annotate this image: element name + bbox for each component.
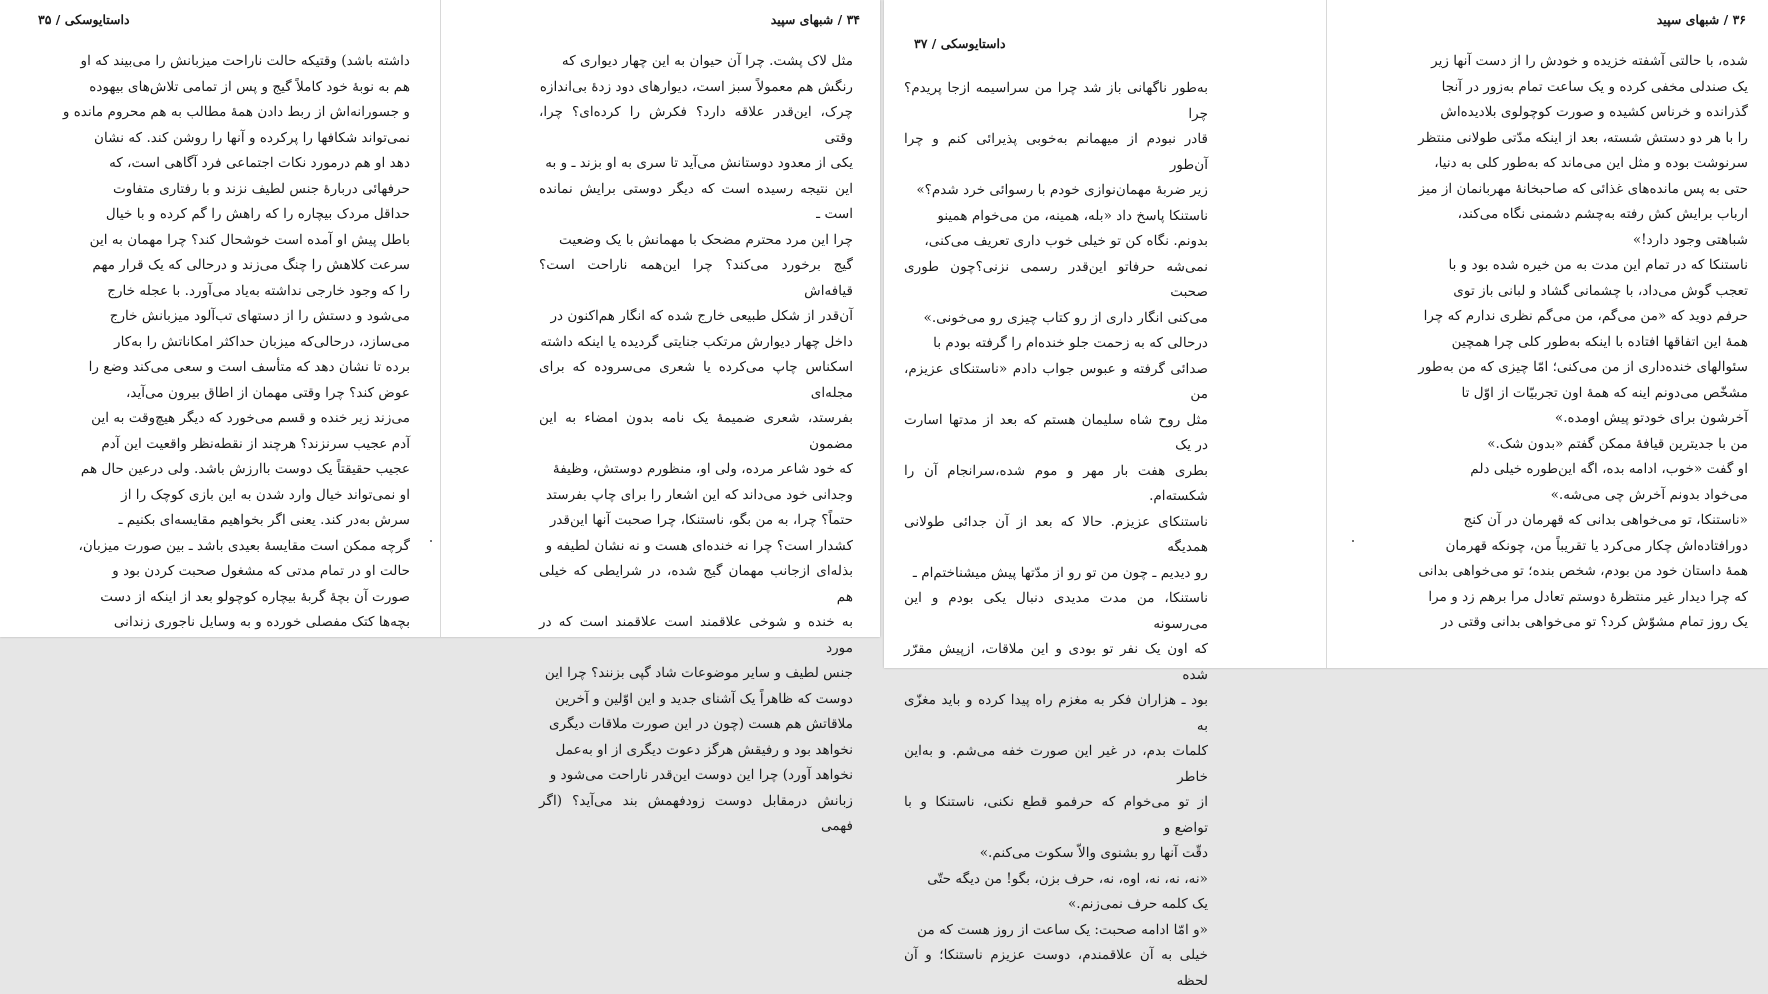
text-line: یکی از معدود دوستانش می‌آید تا سری به او بزند ـ و به bbox=[545, 155, 853, 171]
text-line: مثل روح شاه سلیمان هستم که بعد از مدتها اسارت در یک bbox=[904, 411, 1208, 453]
text-line: شده، با حالتی آشفته خزیده و خودش را از دست آنها زیر bbox=[1431, 53, 1748, 69]
text-line: داخل چهار دیوارش مرتکب جنایتی گردیده یا اینکه داشته bbox=[540, 333, 853, 350]
text-line: این نتیجه رسیده است که دیگر دوستی برایش نمانده است ـ bbox=[539, 180, 853, 222]
text-line: سرنوشت بوده و مثل این می‌ماند که به‌طور کلی به دنیا، bbox=[1434, 155, 1748, 171]
text-line: می‌زند زیر خنده و قسم می‌خورد که دیگر هیچ‌وقت به این bbox=[91, 410, 410, 426]
text-line: چرا این مرد محترم مضحک با مهمانش با یک وضعیت bbox=[559, 231, 853, 248]
text-line: که خود شاعر مرده، ولی او، منظورم دوستش، وظیفهٔ bbox=[552, 461, 853, 477]
page-body-text bbox=[539, 49, 853, 840]
text-line: گرچه ممکن است مقایسهٔ بعیدی باشد ـ بین صورت میزبان، bbox=[78, 537, 410, 554]
text-line: می‌سازد، درحالی‌که میزبان حداکثر امکاناتش را به‌کار bbox=[114, 333, 410, 350]
text-line: دوست که ظاهراً یک آشنای جدید و این اوّلین و آخرین bbox=[555, 690, 853, 707]
page-header bbox=[0, 12, 440, 30]
text-line: «و امّا ادامه صحبت: یک ساعت از روز هست که من bbox=[917, 921, 1208, 938]
text-line: حرفهائی دربارهٔ جنس لطیف نزند و با رفتاری متفاوت bbox=[113, 180, 410, 197]
text-line: حتماً؟ چرا، به من بگو، ناستنکا، چرا صحبت آنها این‌قدر bbox=[549, 512, 853, 528]
page-36 bbox=[1327, 0, 1768, 668]
text-line: یک صندلی مخفی کرده و یک ساعت تمام به‌زور در آنجا bbox=[1441, 78, 1748, 95]
text-line: قادر نبودم از میهمانم به‌خوبی پذیرائی کنم و چرا آن‌طور bbox=[904, 131, 1208, 173]
text-line: سئوالهای خنده‌داری از من می‌کنی؛ امّا چیزی که من به‌طور bbox=[1418, 359, 1748, 375]
text-line: زیر ضربهٔ مهمان‌نوازی خودم با رسوائی خرد شدم؟» bbox=[916, 182, 1208, 198]
text-line: دورافتاده‌اش چکار می‌کرد یا تقریباً من، چونکه قهرمان bbox=[1445, 537, 1748, 554]
page-header bbox=[884, 36, 1326, 54]
text-line: حداقل مردک بیچاره را که راهش را گم کرده و با خیال bbox=[105, 206, 410, 222]
text-line: ناستنکای عزیزم. حالا که بعد از آن جدائی طولانی همدیگه bbox=[904, 513, 1208, 555]
text-line: دقّت آنها رو بشنوی والاّ سکوت می‌کنم.» bbox=[979, 845, 1208, 861]
page-34 bbox=[441, 0, 880, 834]
text-line: رنگش هم معمولاً سبز است، دیوارهای دود زدهٔ بی‌اندازه bbox=[539, 78, 853, 95]
page-35 bbox=[0, 0, 440, 637]
text-line: بدونم. نگاه کن تو خیلی خوب داری تعریف می‌کنی، bbox=[924, 233, 1208, 249]
text-line: صدائی گرفته و عبوس جواب دادم «ناستنکای عزیزم، من bbox=[904, 360, 1208, 402]
text-line: دهد او هم درمورد نکات اجتماعی فرد آگاهی است، که bbox=[109, 155, 410, 171]
text-line: سرعت کلاهش را چنگ می‌زند و درحالی که یک قرار مهم bbox=[92, 257, 410, 273]
text-line: حالت او در تمام مدتی که مشغول صحبت کردن بود و bbox=[112, 563, 410, 579]
text-line: بطری هفت بار مهر و موم شده،سرانجام آن را شکسته‌ام. bbox=[904, 462, 1208, 504]
text-line: عجیب حقیقتاً یک دوست باارزش باشد. ولی درعین حال هم bbox=[80, 461, 410, 477]
text-line: ناستنکا، من مدت مدیدی دنبال یکی بودم و این می‌رسونه bbox=[904, 590, 1208, 632]
text-line: یک کلمه حرف نمی‌زنم.» bbox=[1067, 896, 1208, 912]
text-line: آدم عجیب سرنزند؟ هرچند از نقطه‌نظر واقعیت این آدم bbox=[101, 435, 410, 452]
text-line: که چرا دیدار غیر منتظرهٔ دوستم تعادل مرا برهم زد و مرا bbox=[1428, 588, 1748, 605]
text-line: ارباب برایش کش رفته به‌چشم دشمنی نگاه می‌کند، bbox=[1457, 206, 1748, 222]
text-line: برده تا نشان دهد که متأسف است و سعی می‌کند وضع را bbox=[88, 359, 410, 375]
left-page-spread bbox=[0, 0, 880, 834]
text-line: چرک، این‌قدر علاقه دارد؟ فکرش را کرده‌ای؟ چرا، وقتی bbox=[539, 104, 853, 146]
scan-speck bbox=[1352, 540, 1354, 542]
page-header bbox=[1327, 12, 1768, 30]
page-header-text: داستایوسکی / ۳۵ bbox=[38, 12, 130, 27]
text-line: مثل لاک پشت. چرا آن حیوان به این چهار دیواری که bbox=[561, 53, 853, 69]
page-37 bbox=[884, 0, 1326, 989]
text-line: آخرشون برای خودتو پیش اومده.» bbox=[1554, 410, 1748, 426]
text-line: از تو می‌خوام که حرفمو قطع نکنی، ناستنکا و با تواضع و bbox=[904, 794, 1208, 836]
text-line: بچه‌ها کتک مفصلی خورده و به وسایل ناجوری زندانی bbox=[113, 614, 410, 630]
text-line: شباهتی وجود دارد!» bbox=[1632, 231, 1748, 248]
text-line: «ناستنکا، تو می‌خواهی بدانی که قهرمان در آن کنج bbox=[1463, 512, 1748, 528]
text-line: کلمات بدم، در غیر این صورت خفه می‌شم. و به‌این خاطر bbox=[904, 743, 1208, 785]
text-line: تعجب گوش می‌داد، با چشمانی گشاد و لبانی باز توی bbox=[1453, 282, 1748, 299]
text-line: را که وجود خارجی نداشته به‌یاد می‌آورد. با عجله خارج bbox=[107, 282, 410, 299]
text-line: نخواهد آورد) چرا این دوست این‌قدر ناراحت می‌شود و bbox=[549, 767, 853, 783]
text-line: همهٔ داستان خود من بودم، شخص بنده؛ تو می‌خواهی بدانی bbox=[1418, 563, 1748, 579]
text-line: نمی‌تواند شکافها را پرکرده و آنها را روشن کند. که نشان bbox=[94, 129, 410, 146]
text-line: گیج برخورد می‌کند؟ چرا این‌همه ناراحت است؟ قیافه‌اش bbox=[539, 257, 853, 299]
text-line: ملاقاتش هم هست (چون در این صورت ملاقات دیگری bbox=[548, 716, 853, 732]
text-line: درحالی که به زحمت جلو خنده‌ام را گرفته بودم با bbox=[933, 335, 1208, 351]
text-line: بذله‌ای ازجانب مهمان گیج شده، در شرایطی که خیلی هم bbox=[539, 563, 853, 605]
text-line: آن‌قدر از شکل طبیعی خارج شده که انگار هم‌اکنون در bbox=[550, 308, 853, 324]
scan-speck bbox=[430, 540, 432, 542]
text-line: اسکناس چاپ می‌کرده یا شعری می‌سروده که برای مجله‌ای bbox=[539, 359, 853, 401]
page-body-text bbox=[38, 49, 410, 636]
text-line: او نمی‌تواند خیال وارد شدن به این بازی کوچک را از bbox=[121, 486, 410, 503]
text-line: نمی‌شه حرفاتو این‌قدر رسمی نزنی؟چون طوری صحبت bbox=[904, 258, 1208, 300]
text-line: ناستنکا پاسخ داد «بله، همینه، من می‌خوام همینو bbox=[937, 207, 1208, 224]
text-line: می‌کنی انگار داری از رو کتاب چیزی رو می‌خونی.» bbox=[923, 309, 1208, 326]
text-line: حتی به پس مانده‌های غذائی که صاحبخانهٔ مهربانمان از میز bbox=[1418, 180, 1748, 197]
text-line: را با هر دو دستش شسته، بعد از اینکه مدّتی طولانی منتظر bbox=[1418, 129, 1748, 146]
page-header-text: داستایوسکی / ۳۷ bbox=[914, 36, 1006, 51]
text-line: مشخّص می‌دونم اینه که همهٔ اون تجربیّات از اوّل تا bbox=[1461, 384, 1748, 401]
text-line: رو دیدیم ـ چون من تو رو از مدّتها پیش میشناختم‌ام ـ bbox=[912, 564, 1208, 581]
text-line: می‌شود و دستش را از دستهای تب‌آلود میزبانش خارج bbox=[109, 308, 410, 324]
text-line: می‌خواد بدونم آخرش چی می‌شه.» bbox=[1550, 486, 1748, 503]
page-body-text bbox=[1410, 49, 1748, 636]
text-line: صورت آن بچهٔ گربهٔ بیچاره کوچولو بعد از اینکه از دست bbox=[100, 588, 410, 605]
text-line: بود ـ هزاران فکر به مغزم راه پیدا کرده و باید مغزّی به bbox=[904, 692, 1208, 734]
page-body-text bbox=[904, 76, 1208, 994]
text-line: «نه، نه، نه، اوه، نه، حرف بزن، بگو! من دیگه حتّی bbox=[927, 870, 1208, 887]
text-line: حرفم دوید که «من می‌گم، من می‌گم نظری ندارم که چرا bbox=[1423, 308, 1748, 324]
text-line: خیلی به آن علاقمندم، دوست عزیزم ناستنکا؛ و آن لحظه bbox=[904, 947, 1208, 989]
text-line: من با جدیترین قیافهٔ ممکن گفتم «بدون شک.» bbox=[1487, 435, 1748, 452]
text-line: باطل پیش او آمده است خوشحال کند؟ چرا مهمان به این bbox=[89, 231, 410, 248]
text-line: عوض کند؟ چرا وقتی مهمان از اطاق بیرون می‌آید، bbox=[125, 384, 410, 401]
text-line: نخواهد بود و رفیقش هرگز دعوت دیگری از او به‌عمل bbox=[555, 741, 853, 758]
text-line: سرش به‌در کند. یعنی اگر بخواهیم مقایسه‌ای بکنیم ـ bbox=[118, 512, 410, 528]
text-line: زبانش درمقابل دوست زودفهمش بند می‌آید؟ (اگر فهمی bbox=[539, 792, 853, 834]
text-line: داشته باشد) وقتیکه حالت ناراحت میزبانش را می‌بیند که او bbox=[80, 53, 410, 69]
text-line: او گفت «خوب، ادامه بده، اگه این‌طوره خیلی دلم bbox=[1470, 461, 1748, 477]
text-line: همهٔ این اتفاقها افتاده با اینکه به‌طور کلی چرا همچین bbox=[1451, 333, 1748, 350]
text-line: جنس لطیف و سایر موضوعات شاد گپی بزنند؟ چرا این bbox=[544, 665, 853, 681]
page-header-text: ۳۴ / شبهای سپید bbox=[770, 12, 860, 27]
text-line: به‌طور ناگهانی باز شد چرا من سراسیمه ازجا پریدم؟ چرا bbox=[904, 80, 1208, 122]
right-page-spread bbox=[884, 0, 1768, 989]
text-line: که اون یک نفر تو بودی و این ملاقات، ازپیش مقرّر شده bbox=[904, 641, 1208, 683]
text-line: کشدار است؟ چرا نه خنده‌ای هست و نه نشان لطیفه و bbox=[545, 537, 853, 554]
text-line: گذرانده و خرناس کشیده و صورت کوچولوی بلادیده‌اش bbox=[1440, 104, 1748, 120]
text-line: و جسورانه‌اش از ربط دادن همهٔ مطالب به هم محروم مانده و bbox=[62, 104, 410, 120]
text-line: ناستنکا که در تمام این مدت به من خیره شده بود و با bbox=[1448, 257, 1748, 273]
text-line: هم به نوبهٔ خود کاملاً گیج و پس از تمامی تلاش‌های بیهوده bbox=[89, 78, 410, 95]
text-line: وجدانی خود می‌داند که این اشعار را برای چاپ بفرستد bbox=[546, 486, 853, 503]
page-header bbox=[441, 12, 880, 30]
page-header-text: ۳۶ / شبهای سپید bbox=[1656, 12, 1746, 27]
text-line: به خنده و شوخی علاقمند است علاقمند است که در مورد bbox=[539, 614, 853, 656]
text-line: بفرستد، شعری ضمیمهٔ یک نامه بدون امضاء به این مضمون bbox=[539, 410, 853, 452]
text-line: یک روز تمام مشوّش کرد؟ تو می‌خواهی بدانی وقتی در bbox=[1440, 614, 1748, 630]
